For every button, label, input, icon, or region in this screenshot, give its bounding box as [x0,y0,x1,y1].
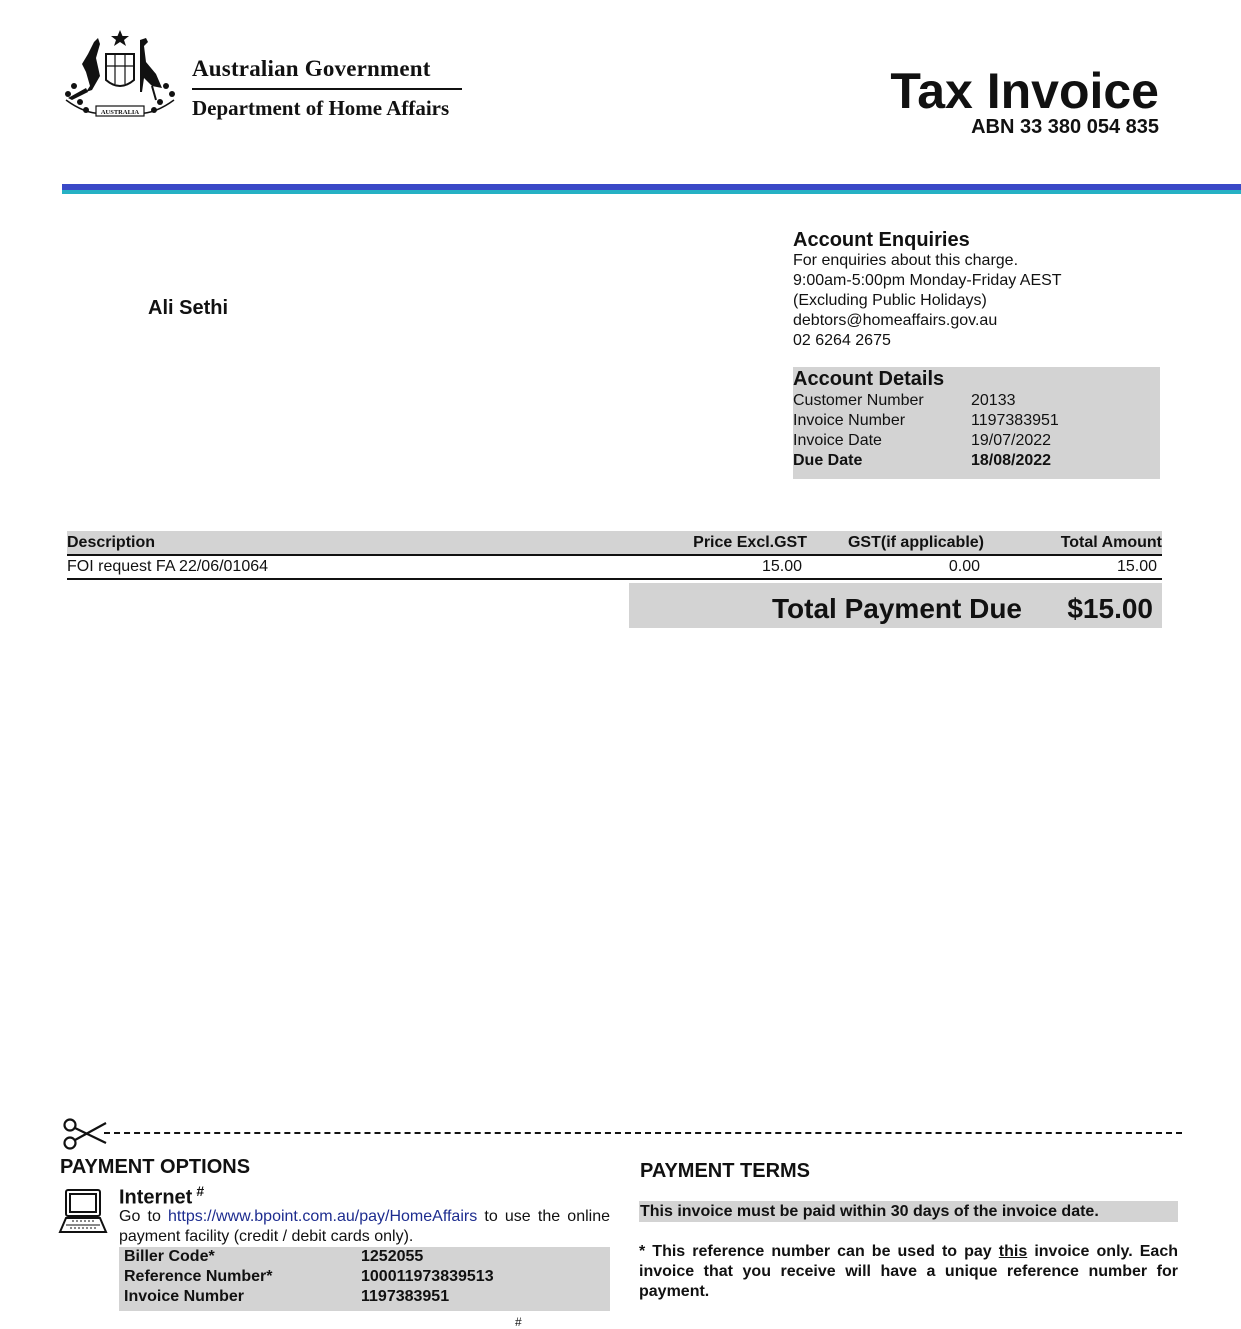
scissors-icon [60,1117,110,1151]
internet-instructions [119,1207,610,1247]
col-price-header: Price Excl.GST [693,534,807,551]
invoice-date-value: 19/07/2022 [971,432,1052,449]
internet-title-text: Internet [119,1186,193,1209]
enquiries-line: For enquiries about this charge. [793,252,1019,269]
reference-number-label: Reference Number* [124,1268,273,1285]
payment-invoice-number-label: Invoice Number [124,1288,245,1305]
department-name: Department of Home Affairs [192,96,450,120]
internet-title-mark: # [196,1183,205,1199]
col-description-header: Description [67,534,156,551]
crest-scroll-text: AUSTRALIA [100,109,140,116]
invoice-number-label: Invoice Number [793,412,906,429]
bpoint-payment-link[interactable]: https://www.bpoint.com.au/pay/HomeAffairs [168,1208,478,1225]
internet-text-before: Go to [119,1208,169,1225]
biller-code-row [119,1247,610,1267]
biller-code-value: 1252055 [361,1248,424,1265]
page-title: Tax Invoice [890,63,1159,119]
enquiries-hours: 9:00am-5:00pm Monday-Friday AEST [793,272,1062,289]
invoice-number-value: 1197383951 [971,412,1059,429]
coat-of-arms-logo [56,28,184,126]
header-rule [192,88,462,90]
reference-number-value: 100011973839513 [361,1268,494,1285]
invoice-date-label: Invoice Date [793,432,882,449]
due-date-row [793,451,1160,471]
recipient-name: Ali Sethi [148,297,229,319]
item-total: 15.00 [1116,558,1157,575]
account-enquiries [793,229,1062,351]
payment-terms-title: PAYMENT TERMS [640,1160,811,1182]
payment-reference-box [119,1247,610,1311]
abn-number: ABN 33 380 054 835 [971,116,1159,138]
computer-icon [58,1188,108,1238]
biller-code-label: Biller Code* [124,1248,215,1265]
government-name: Australian Government [192,56,431,81]
internet-option-title [119,1183,204,1210]
item-gst: 0.00 [948,558,980,575]
payment-options-title: PAYMENT OPTIONS [60,1156,251,1178]
note-text-after: invoice only. Each invoice that you receive will have a unique reference number for payment. [639,1243,1179,1300]
total-payment-due-box [629,583,1162,628]
enquiries-phone: 02 6264 2675 [793,332,891,349]
internet-text-after: to use the online payment facility (credit / debit cards only). [119,1208,610,1245]
table-row [67,556,1162,580]
payment-invoice-number-value: 1197383951 [361,1288,450,1305]
payment-terms-highlight [639,1201,1178,1222]
header-band-teal [62,190,1241,194]
customer-number-value: 20133 [971,392,1016,409]
payment-terms-highlight-text: This invoice must be paid within 30 days of the invoice date. [640,1203,1099,1220]
invoice-number-row [793,411,1160,431]
reference-number-note [639,1242,1178,1302]
enquiries-holidays: (Excluding Public Holidays) [793,292,987,309]
total-payment-due-label: Total Payment Due [772,593,1022,624]
due-date-value: 18/08/2022 [971,452,1052,469]
payment-invoice-number-row [119,1287,610,1307]
col-total-header: Total Amount [1060,534,1162,551]
enquiries-email[interactable]: debtors@homeaffairs.gov.au [793,312,998,329]
enquiries-title: Account Enquiries [793,229,970,251]
reference-number-row [119,1267,610,1287]
account-details-title: Account Details [793,368,945,390]
note-text-underlined: this [998,1243,1028,1260]
customer-number-label: Customer Number [793,392,924,409]
cut-line [104,1132,1182,1134]
total-payment-due-value: $15.00 [1067,593,1153,624]
invoice-date-row [793,431,1160,451]
note-text-before: * This reference number can be used to pay [639,1243,999,1260]
table-header [67,531,1162,556]
due-date-label: Due Date [793,452,863,469]
item-description: FOI request FA 22/06/01064 [67,558,269,575]
customer-number-row [793,391,1160,411]
col-gst-header: GST(if applicable) [847,534,984,551]
next-option-mark: # [515,1315,522,1329]
account-details-box [793,367,1160,479]
invoice-items-table [67,531,1162,580]
item-price: 15.00 [761,558,802,575]
